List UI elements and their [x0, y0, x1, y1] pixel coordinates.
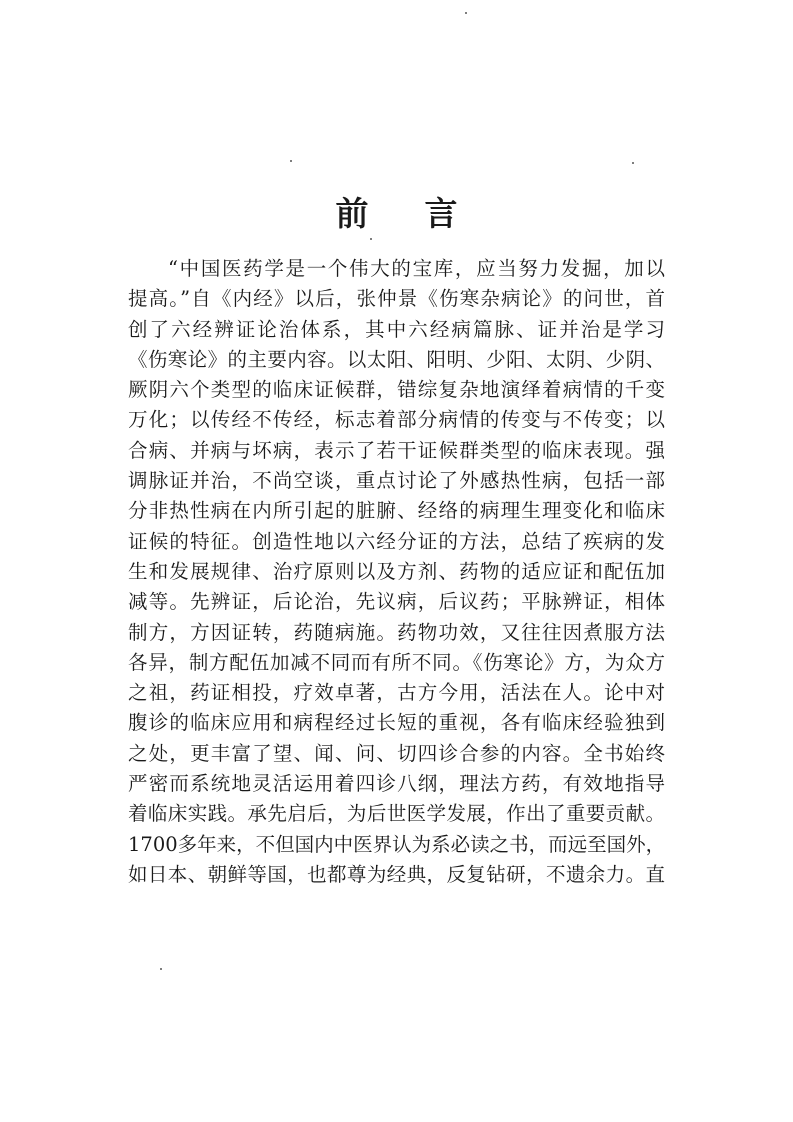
text-line: 厥阴六个类型的临床证候群，错综复杂地演绎着病情的千变	[128, 378, 665, 402]
text-line: 之祖，药证相投，疗效卓著，古方今用，活法在人。论中对	[128, 681, 665, 705]
text-line: 严密而系统地灵活运用着四诊八纲，理法方药，有效地指导	[128, 772, 665, 796]
text-line: 1700多年来，不但国内中医界认为系必读之书，而远至国外，	[128, 832, 666, 856]
page-title	[0, 188, 793, 235]
preface-body	[128, 254, 665, 890]
text-line: 合病、并病与坏病，表示了若干证候群类型的临床表现。强	[128, 438, 665, 462]
text-line: 《伤寒论》的主要内容。以太阳、阳明、少阳、太阴、少阴、	[128, 347, 665, 371]
scan-speck	[370, 238, 372, 240]
text-line: 减等。先辨证，后论治，先议病，后议药；平脉辨证，相体	[128, 590, 665, 614]
text-line: 腹诊的临床应用和病程经过长短的重视，各有临床经验独到	[128, 711, 665, 735]
text-line: 如日本、朝鲜等国，也都尊为经典，反复钻研，不遗余力。直	[128, 862, 665, 886]
text-line: “中国医药学是一个伟大的宝库，应当努力发掘，加以	[168, 257, 665, 280]
title-char: 前	[335, 194, 369, 233]
text-line: 分非热性病在内所引起的脏腑、经络的病理生理变化和临床	[128, 499, 665, 523]
scan-speck	[160, 968, 162, 970]
text-line: 着临床实践。承先启后，为后世医学发展，作出了重要贡献。	[128, 802, 665, 826]
text-line: 提高。”自《内经》以后，张仲景《伤寒杂病论》的问世，首	[128, 287, 665, 311]
scan-speck	[290, 160, 292, 162]
text-line: 调脉证并治，不尚空谈，重点讨论了外感热性病，包括一部	[128, 469, 665, 493]
text-line: 万化；以传经不传经，标志着部分病情的传变与不传变；以	[128, 408, 665, 432]
text-line: 证候的特征。创造性地以六经分证的方法，总结了疾病的发	[128, 529, 665, 553]
text-line: 制方，方因证转，药随病施。药物功效，又往往因煮服方法	[128, 620, 665, 644]
text-line: 各异，制方配伍加减不同而有所不同。《伤寒论》方，为众方	[128, 650, 665, 674]
scan-speck	[465, 12, 467, 14]
text-line: 之处，更丰富了望、闻、问、切四诊合参的内容。全书始终	[128, 741, 665, 765]
text-line: 生和发展规律、治疗原则以及方剂、药物的适应证和配伍加	[128, 559, 665, 583]
scan-speck	[632, 162, 634, 164]
title-char: 言	[424, 194, 458, 233]
text-line: 创了六经辨证论治体系，其中六经病篇脉、证并治是学习	[128, 317, 665, 341]
